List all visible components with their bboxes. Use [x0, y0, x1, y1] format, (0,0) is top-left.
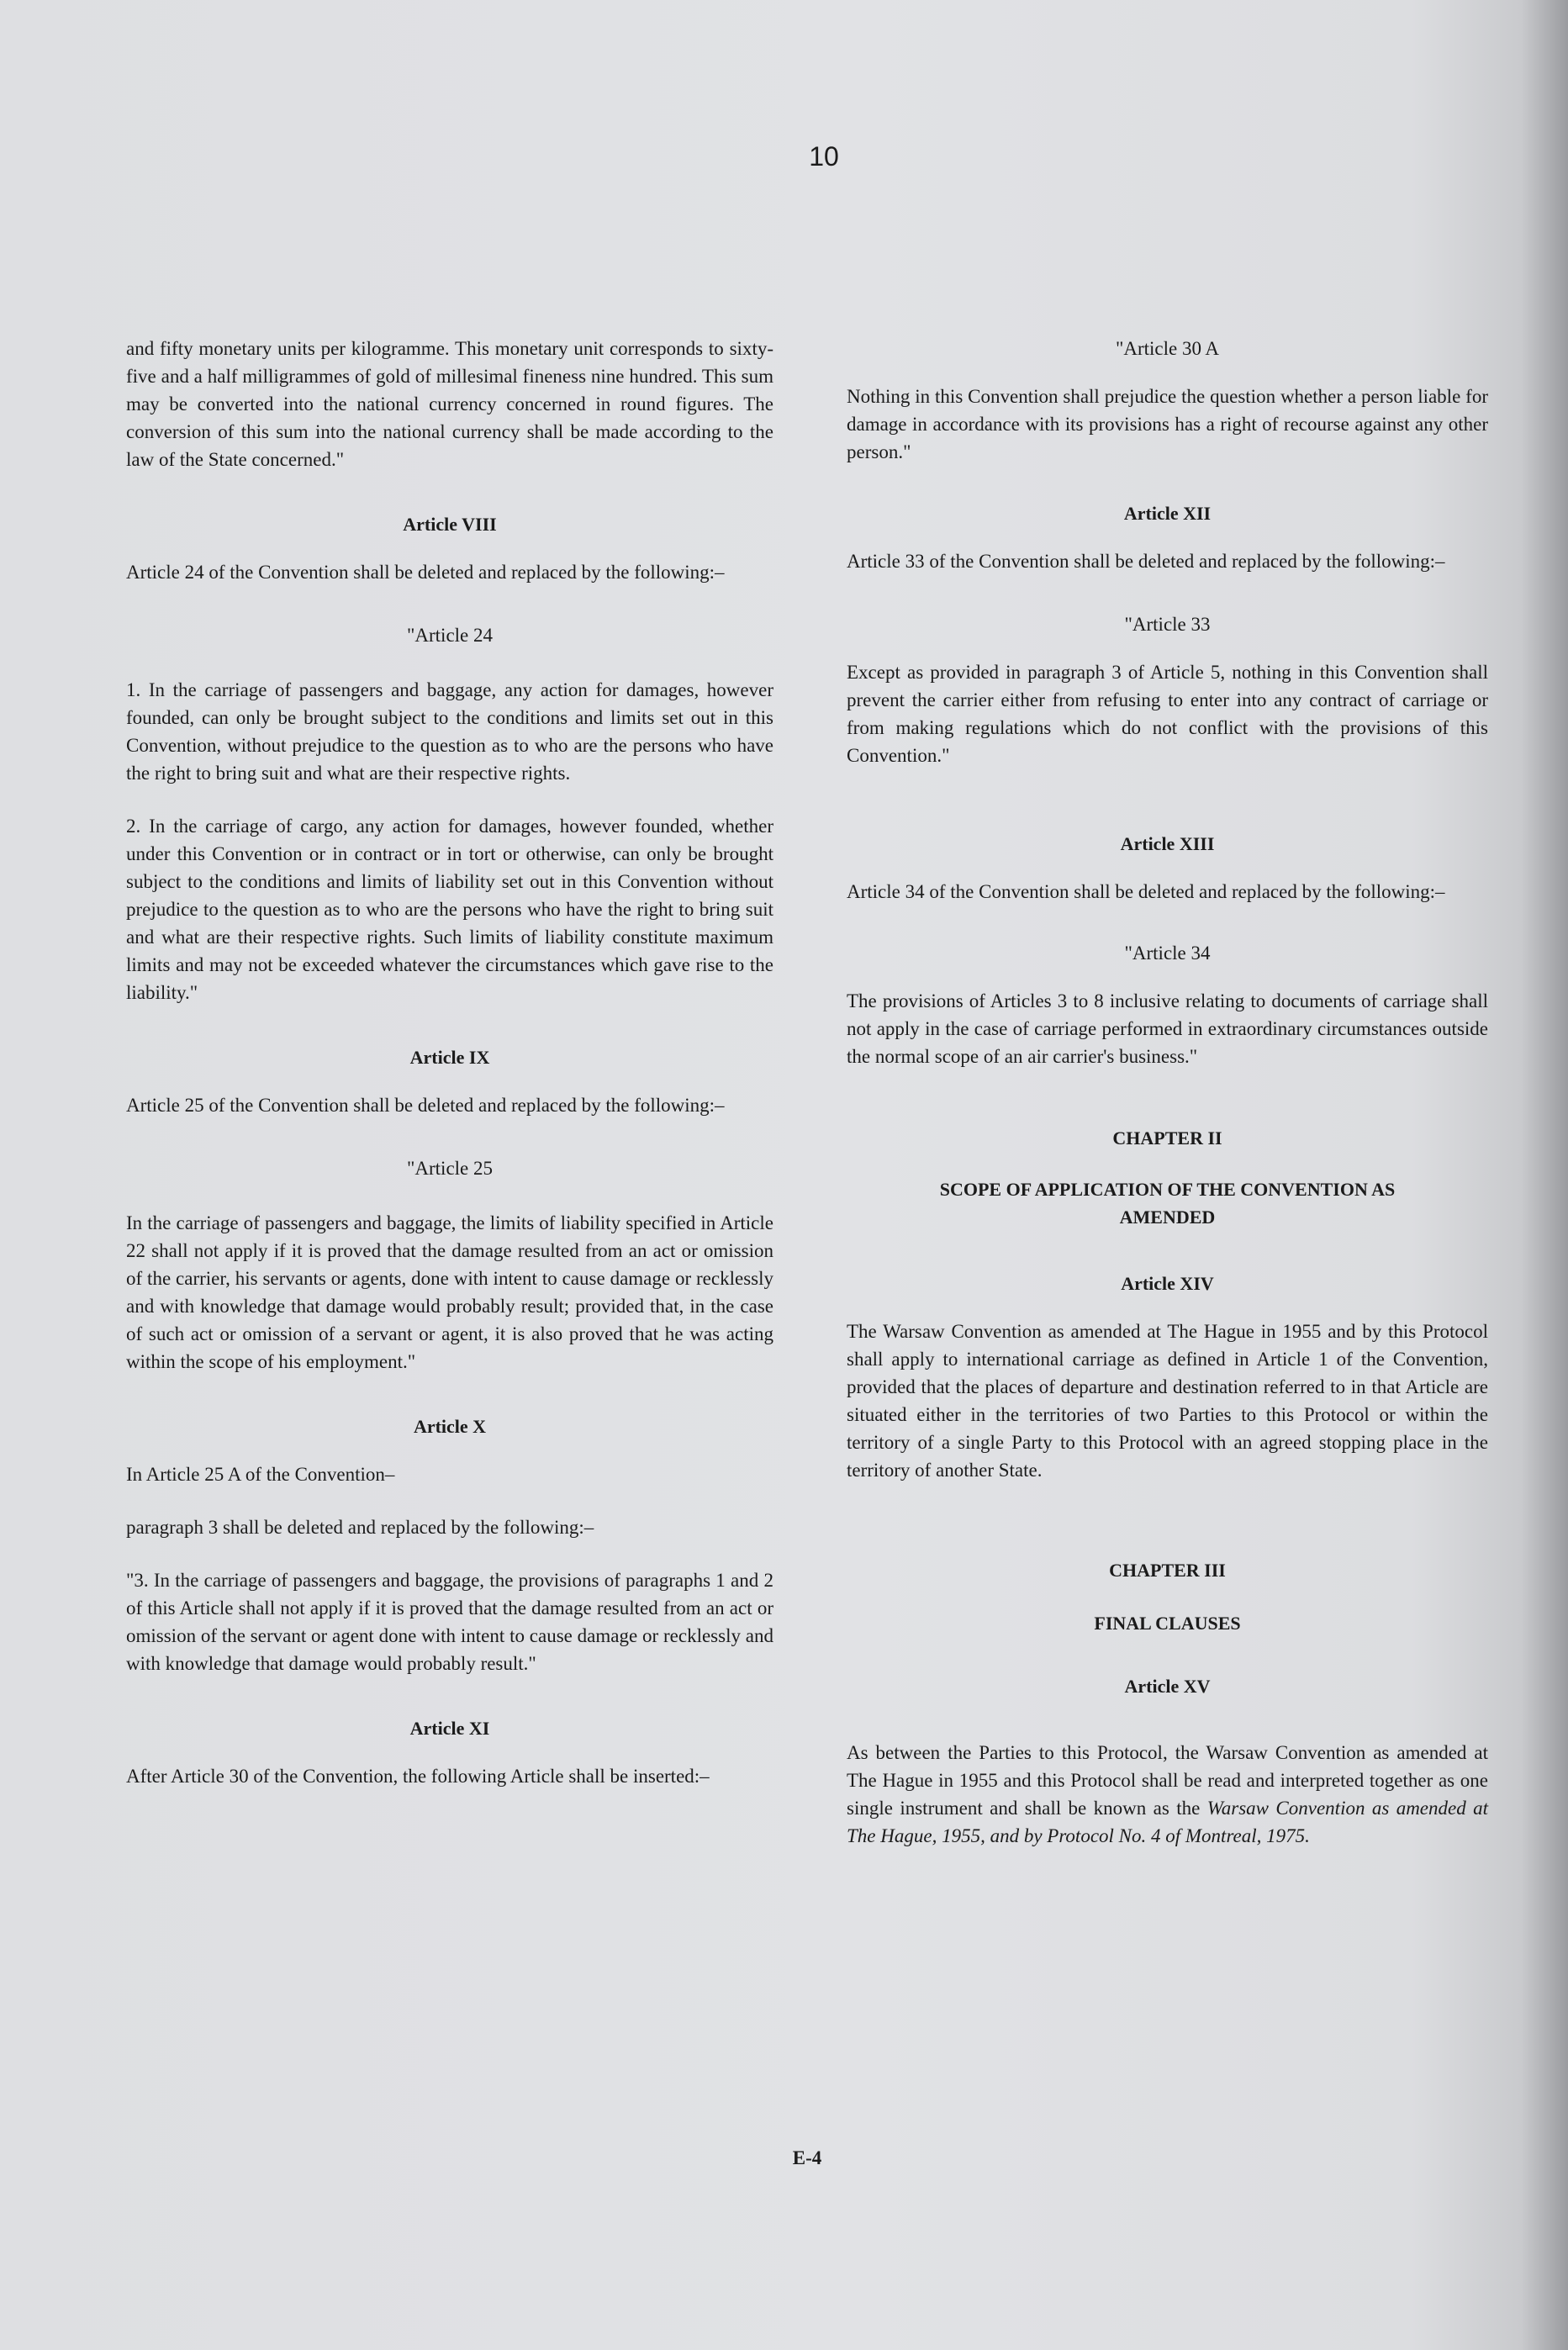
- paragraph: In the carriage of passengers and baggage, the limits of liability specified in Article 22 shall not apply if it is proved that the damage resulted from an act or omission of the carrier, his servants or agents, done with intent to cause damage or recklessly and with knowledge that damage would probably result; provided that, in the case of such act or omission of a servant or agent, it is also proved that he was acting within the scope of his employment.": [126, 1212, 773, 1372]
- article-heading: Article XIII: [1120, 833, 1215, 854]
- article-heading: Article IX: [409, 1047, 490, 1068]
- quoted-article-title: "Article 25: [407, 1158, 493, 1179]
- paragraph: The provisions of Articles 3 to 8 inclusive relating to documents of carriage shall not apply in the case of carriage performed in extraordinary circumstances outside the normal scope of an air carrier's business.": [847, 990, 1488, 1067]
- chapter-heading: CHAPTER II: [1112, 1127, 1222, 1149]
- article-heading: Article XV: [1124, 1676, 1211, 1697]
- quoted-article-title: "Article 33: [1124, 614, 1211, 635]
- page-footer-code: E-4: [792, 2147, 822, 2168]
- section-heading: SCOPE OF APPLICATION OF THE CONVENTION AS AMENDED: [939, 1179, 1396, 1228]
- paragraph: Article 25 of the Convention shall be deleted and replaced by the following:–: [126, 1095, 725, 1116]
- paragraph: After Article 30 of the Convention, the following Article shall be inserted:–: [126, 1766, 710, 1787]
- paragraph: Article 33 of the Convention shall be deleted and replaced by the following:–: [847, 551, 1445, 572]
- article-heading: Article XIV: [1121, 1273, 1214, 1294]
- quoted-article-title: "Article 24: [407, 625, 493, 646]
- paragraph: Article 24 of the Convention shall be deleted and replaced by the following:–: [126, 562, 725, 583]
- paragraph: Article 34 of the Convention shall be deleted and replaced by the following:–: [847, 881, 1445, 902]
- paragraph: [847, 1739, 1488, 1850]
- paragraph: The Warsaw Convention as amended at The Hague in 1955 and by this Protocol shall apply to international carriage as defined in Article 1 of the Convention, provided that the places of departure and destination referred to in that Article are situated either in the territories of two Parties to this Protocol or within the territory of a single Party to this Protocol with an agreed stopping place in the territory of another State.: [847, 1321, 1488, 1481]
- paragraph-text: As between the Parties to this Protocol, the Warsaw Convention as amended at The Hague in 1955 and this Protocol shall be read and interpreted together as one single instrument and shall be known as the: [847, 1742, 1488, 1819]
- paragraph: paragraph 3 shall be deleted and replaced by the following:–: [126, 1517, 594, 1538]
- article-heading: Article XI: [409, 1718, 490, 1739]
- paragraph: 2. In the carriage of cargo, any action for damages, however founded, whether under this Convention or in contract or in tort or otherwise, can only be brought subject to the conditions and limits of liability set out in this Convention without prejudice to the question as to who are the persons who have the right to bring suit and what are their respective rights. Such limits of liability constitute maximum limits and may not be exceeded whatever the circumstances which gave rise to the liability.": [126, 816, 773, 1003]
- paragraph: 1. In the carriage of passengers and baggage, any action for damages, however founded, can only be brought subject to the conditions and limits set out in this Convention, without prejudice to the question as to who are the persons who have the right to bring suit and what are their respective rights.: [126, 679, 773, 784]
- right-column: [847, 335, 1488, 1850]
- paragraph: "3. In the carriage of passengers and baggage, the provisions of paragraphs 1 and 2 of this Article shall not apply if it is proved that the damage resulted from an act or omission of the servant or agent done with intent to cause damage or recklessly and with knowledge that damage would probably result.": [126, 1570, 773, 1674]
- chapter-heading: CHAPTER III: [1109, 1560, 1226, 1581]
- paragraph: In Article 25 A of the Convention–: [126, 1464, 395, 1485]
- article-heading: Article X: [413, 1416, 487, 1437]
- left-column: [126, 335, 773, 1790]
- quoted-article-title: "Article 34: [1124, 943, 1211, 964]
- quoted-article-title: "Article 30 A: [1115, 338, 1220, 359]
- article-heading: Article VIII: [403, 514, 497, 535]
- paragraph-italic-text: Warsaw Convention as amended at The Hague, 1955, and by Protocol No. 4 of Montreal, 1975.: [847, 1798, 1489, 1846]
- paragraph: Nothing in this Convention shall prejudice the question whether a person liable for damage in accordance with its provisions has a right of recourse against any other person.": [847, 386, 1488, 462]
- paragraph: and fifty monetary units per kilogramme. This monetary unit corresponds to sixty-five and a half milligrammes of gold of millesimal fineness nine hundred. This sum may be converted into the national currency concerned in round figures. The conversion of this sum into the national currency shall be made according to the law of the State concerned.": [126, 338, 773, 470]
- section-heading: FINAL CLAUSES: [1094, 1613, 1241, 1634]
- page-number: 10: [809, 141, 839, 172]
- paragraph: Except as provided in paragraph 3 of Article 5, nothing in this Convention shall prevent the carrier either from refusing to enter into any contract of carriage or from making regulations which do not conflict with the provisions of this Convention.": [847, 662, 1488, 766]
- article-heading: Article XII: [1123, 503, 1212, 524]
